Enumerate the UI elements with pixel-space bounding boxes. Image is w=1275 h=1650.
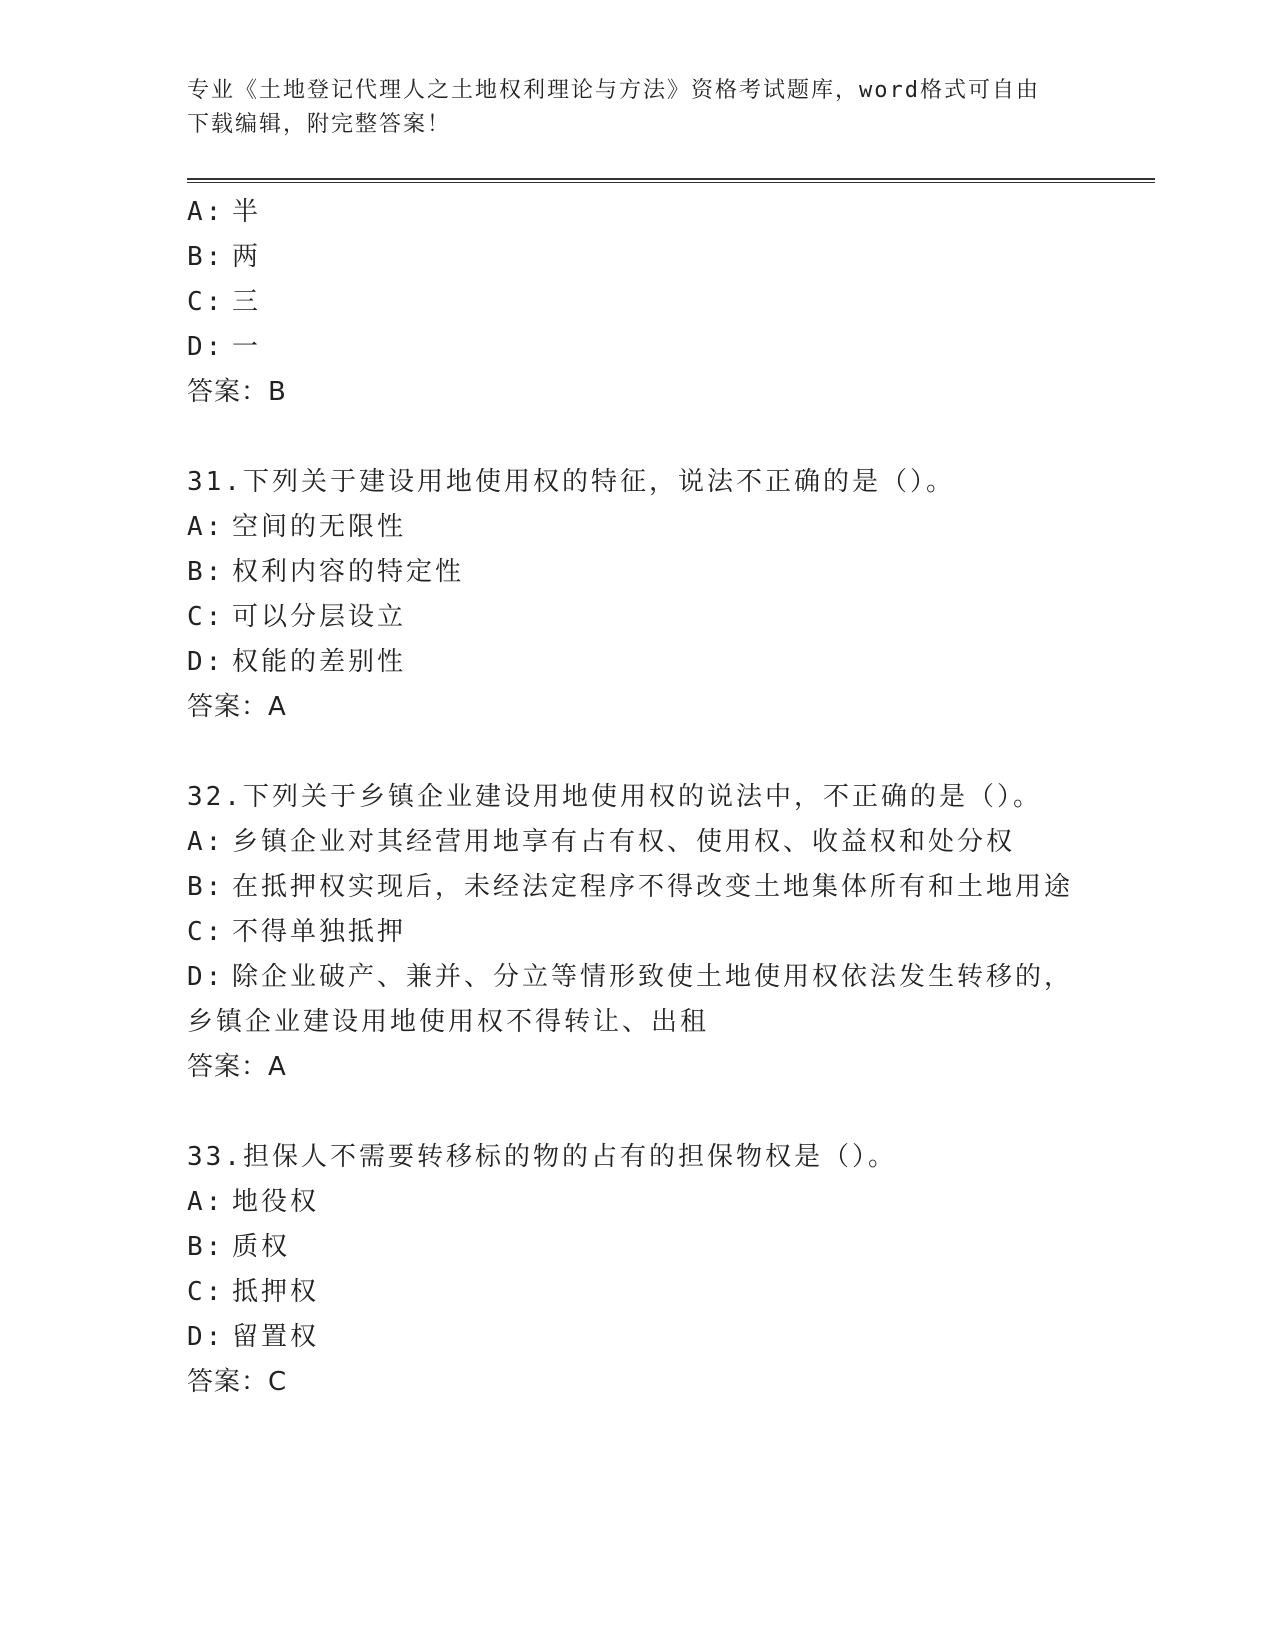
option-letter: C:	[187, 917, 225, 947]
option-a	[187, 505, 1167, 550]
answer-label: 答案：A	[187, 692, 287, 722]
option-d	[187, 955, 1167, 1000]
option-d-continuation: 乡镇企业建设用地使用权不得转让、出租	[187, 1007, 710, 1037]
option-b	[187, 1225, 1167, 1270]
option-a	[187, 820, 1167, 865]
question-block-32	[187, 775, 1167, 1090]
spacer	[187, 730, 1167, 775]
question-text: 31.下列关于建设用地使用权的特征，说法不正确的是（）。	[187, 467, 955, 497]
option-d	[187, 640, 1167, 685]
question-list	[187, 190, 1167, 1405]
option-b	[187, 550, 1167, 595]
option-b	[187, 865, 1167, 910]
header-divider	[187, 178, 1155, 183]
option-d	[187, 1315, 1167, 1360]
option-text: 权利内容的特定性	[232, 557, 465, 587]
answer-label: 答案：A	[187, 1052, 287, 1082]
option-letter: D:	[187, 332, 225, 362]
option-text: 不得单独抵押	[232, 917, 407, 947]
option-letter: B:	[187, 872, 225, 902]
option-text: 质权	[232, 1232, 291, 1262]
option-letter: B:	[187, 242, 225, 272]
option-letter: D:	[187, 1322, 225, 1352]
answer-label: 答案：B	[187, 377, 287, 407]
option-c	[187, 1270, 1167, 1315]
question-text: 32.下列关于乡镇企业建设用地使用权的说法中，不正确的是（）。	[187, 782, 1042, 812]
option-d	[187, 325, 1167, 370]
option-letter: C:	[187, 287, 225, 317]
spacer	[187, 415, 1167, 460]
spacer	[187, 1090, 1167, 1135]
question-block-33	[187, 1135, 1167, 1405]
option-b	[187, 235, 1167, 280]
option-letter: A:	[187, 197, 225, 227]
option-text: 一	[232, 332, 262, 362]
option-text: 半	[232, 197, 262, 227]
option-text: 空间的无限性	[232, 512, 407, 542]
question-block-30	[187, 190, 1167, 415]
header-line-2: 下载编辑，附完整答案！	[187, 112, 452, 137]
option-text: 在抵押权实现后，未经法定程序不得改变土地集体所有和土地用途	[232, 872, 1074, 902]
option-text: 两	[232, 242, 262, 272]
option-text: 抵押权	[232, 1277, 320, 1307]
option-text: 三	[232, 287, 262, 317]
option-letter: B:	[187, 1232, 225, 1262]
option-text: 可以分层设立	[232, 602, 407, 632]
option-text: 乡镇企业对其经营用地享有占有权、使用权、收益权和处分权	[232, 827, 1016, 857]
answer-label: 答案：C	[187, 1367, 288, 1397]
option-text: 除企业破产、兼并、分立等情形致使土地使用权依法发生转移的，	[232, 962, 1074, 992]
option-letter: A:	[187, 512, 225, 542]
option-letter: B:	[187, 557, 225, 587]
option-a	[187, 190, 1167, 235]
option-c	[187, 910, 1167, 955]
question-text: 33.担保人不需要转移标的物的占有的担保物权是（）。	[187, 1142, 897, 1172]
option-letter: D:	[187, 962, 225, 992]
question-block-31	[187, 460, 1167, 730]
option-text: 留置权	[232, 1322, 320, 1352]
option-text: 地役权	[232, 1187, 320, 1217]
option-letter: D:	[187, 647, 225, 677]
option-letter: C:	[187, 1277, 225, 1307]
option-a	[187, 1180, 1167, 1225]
option-text: 权能的差别性	[232, 647, 407, 677]
page-header	[187, 74, 1087, 142]
option-letter: A:	[187, 827, 225, 857]
header-line-1: 专业《土地登记代理人之土地权利理论与方法》资格考试题库，word格式可自由	[187, 78, 1040, 103]
option-c	[187, 280, 1167, 325]
option-letter: A:	[187, 1187, 225, 1217]
option-c	[187, 595, 1167, 640]
option-letter: C:	[187, 602, 225, 632]
